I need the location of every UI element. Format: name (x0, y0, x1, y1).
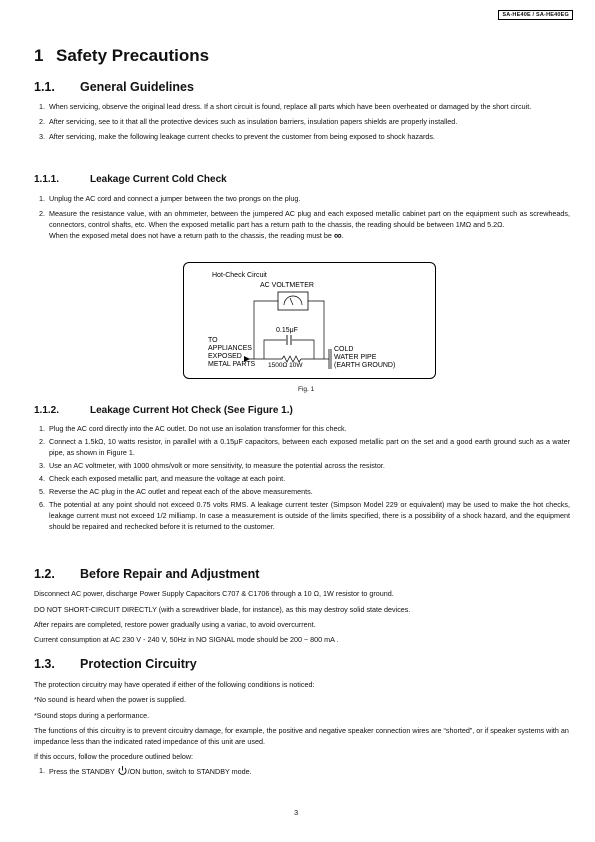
section-heading-general-guidelines (34, 80, 194, 94)
paragraph: *Sound stops during a performance. (34, 711, 150, 720)
list-item: 2. Connect a 1.5kΩ, 10 watts resistor, in parallel with a 0.15μF capacitors, between each exposed metallic part on the set and a good earth ground such as a water pipe, as shown in Figure 1. (39, 437, 570, 457)
resistor-label: 1500Ω 10W (268, 362, 303, 369)
list-item: 1. Plug the AC cord directly into the AC outlet. Do not use an isolation transformer for this check. (39, 424, 347, 433)
section-heading-cold-check (34, 174, 227, 185)
list-item: 4. Check each exposed metallic part, and measure the voltage at each point. (39, 474, 286, 483)
figure-title: Hot-Check Circuit (212, 272, 267, 279)
left-label-line: EXPOSED (208, 353, 242, 360)
section-number: 1.1.1. (34, 174, 60, 185)
standby-power-icon (117, 765, 128, 779)
paragraph: The functions of this circuitry is to prevent circuitry damage, for example, the positive and negative speaker connection wires are “shorted”, or if speaker systems with an impedance less than the indicated rated impedance of this unit are used. (34, 726, 569, 746)
section-title-text: General Guidelines (80, 80, 194, 94)
section-heading-protection-circuitry (34, 657, 197, 671)
section-title-text: Before Repair and Adjustment (80, 567, 260, 581)
paragraph: Current consumption at AC 230 V - 240 V, 50Hz in NO SIGNAL mode should be 200 ~ 800 mA . (34, 635, 339, 644)
hot-check-circuit-figure (183, 262, 436, 379)
page-title (34, 46, 209, 66)
left-label-line: APPLIANCES (208, 345, 252, 352)
right-label-line: (EARTH GROUND) (334, 362, 396, 369)
list-item: 3. Use an AC voltmeter, with 1000 ohms/volt or more sensitivity, to measure the potential across the resistor. (39, 461, 385, 470)
left-label-line: METAL PARTS (208, 361, 256, 368)
section-title-text: Safety Precautions (56, 46, 210, 65)
section-title-text: Leakage Current Cold Check (90, 174, 227, 185)
paragraph: The protection circuitry may have operated if either of the following conditions is noticed: (34, 680, 315, 689)
model-number-box: SA-HE40E / SA-HE40EG (498, 10, 573, 20)
left-label-line: TO (208, 337, 218, 344)
cold-check-list (39, 193, 570, 242)
section-number: 1 (34, 46, 44, 65)
capacitor-label: 0.15μF (276, 327, 298, 334)
section-number: 1.1.2. (34, 405, 60, 416)
section-heading-before-repair (34, 567, 259, 581)
list-item: 2. Measure the resistance value, with an ohmmeter, between the jumpered AC plug and each exposed metallic cabinet part on the equipment such as screwheads, connectors, control shafts, etc. When the exposed metallic part has a return path to the chassis, the reading should be between 1MΩ and 5.2Ω. When the exposed metal does not have a return path to the chassis, the reading must be ∞. (39, 209, 570, 242)
paragraph: After repairs are completed, restore power gradually using a variac, to avoid overcurrent. (34, 620, 316, 629)
right-label-line: WATER PIPE (334, 354, 377, 361)
section-number: 1.2. (34, 567, 55, 581)
list-item: 6. The potential at any point should not exceed 0.75 volts RMS. A leakage current tester (Simpson Model 229 or equivalent) may be used to make the hot checks, leakage current must not exceed 1/2 milliamp. In case a measurement is outside of the limits specified, there is a possibility of a shock hazard, and the equipment should be repaired and rechecked before it is returned to the customer. (39, 500, 570, 531)
voltmeter-icon (278, 292, 308, 310)
hot-check-list (39, 423, 570, 534)
paragraph: DO NOT SHORT-CIRCUIT DIRECTLY (with a screwdriver blade, for instance), as this may destroy solid state devices. (34, 605, 411, 614)
page-number: 3 (294, 808, 299, 817)
general-guidelines-list (39, 101, 570, 146)
circuit-diagram (184, 263, 435, 378)
list-item: 3. After servicing, make the following leakage current checks to prevent the customer from being exposed to shock hazards. (39, 132, 435, 141)
list-item: 2. After servicing, see to it that all the protective devices such as insulation barriers, insulation papers shields are properly installed. (39, 117, 458, 126)
list-item: 5. Reverse the AC plug in the AC outlet and repeat each of the above measurements. (39, 487, 313, 496)
infinity-symbol: ∞ (333, 230, 342, 242)
paragraph: *No sound is heard when the power is supplied. (34, 695, 186, 704)
list-item: 1. Press the STANDBY /ON button, switch to STANDBY mode. (39, 765, 570, 779)
right-label-line: COLD (334, 346, 354, 353)
paragraph: If this occurs, follow the procedure outlined below: (34, 752, 194, 761)
protection-steps-list (39, 765, 570, 783)
section-number: 1.3. (34, 657, 55, 671)
section-title-text: Protection Circuitry (80, 657, 197, 671)
section-number: 1.1. (34, 80, 55, 94)
figure-caption: Fig. 1 (298, 386, 315, 393)
section-heading-hot-check (34, 405, 293, 416)
meter-label: AC VOLTMETER (260, 282, 314, 289)
section-title-text: Leakage Current Hot Check (See Figure 1.) (90, 405, 293, 416)
list-item: 1. When servicing, observe the original lead dress. If a short circuit is found, replace all parts which have been overheated or damaged by the short circuit. (39, 102, 532, 111)
list-item: 1. Unplug the AC cord and connect a jumper between the two prongs on the plug. (39, 194, 301, 203)
paragraph: Disconnect AC power, discharge Power Supply Capacitors C707 & C1706 through a 10 Ω, 1W resistor to ground. (34, 589, 394, 598)
